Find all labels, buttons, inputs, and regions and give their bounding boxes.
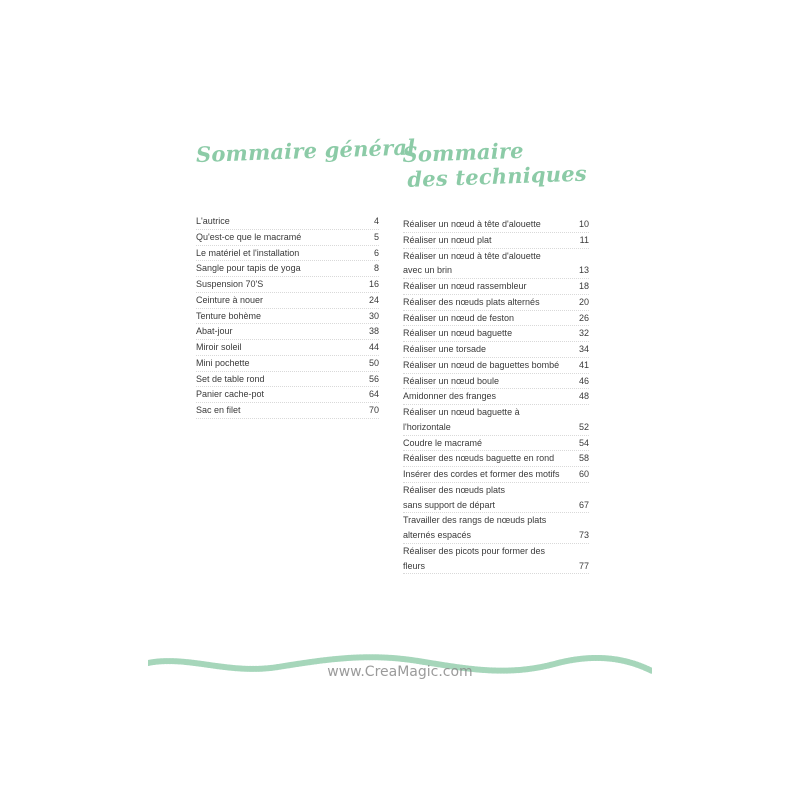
toc-entry-title-line: Réaliser des nœuds plats: [403, 484, 506, 495]
toc-entry-title-line: Réaliser des nœuds plats alternés: [403, 296, 540, 307]
toc-entry-title-line: Amidonner des franges: [403, 391, 497, 402]
toc-entry-title: [403, 358, 575, 373]
toc-entry: [403, 374, 589, 390]
toc-entry-title-line: Réaliser un nœud plat: [403, 234, 492, 245]
toc-entry-title-line: Réaliser un nœud rassembleur: [403, 281, 527, 291]
toc-entry: [196, 309, 379, 325]
toc-entry-title-line: Réaliser un nœud baguette à l'horizontale: [403, 407, 520, 432]
toc-entry-page: 38: [368, 326, 379, 337]
toc-entry: [196, 403, 379, 419]
toc-entry-title: [403, 311, 575, 326]
toc-entry-page: 41: [578, 359, 589, 370]
toc-entry: [403, 342, 589, 358]
toc-entry-page: 4: [373, 216, 379, 226]
toc-entry-title: [403, 326, 575, 341]
toc-entry-title: Mini pochette: [196, 357, 250, 368]
toc-entry-title: Ceinture à nouer: [196, 294, 264, 305]
toc-entry-page: 44: [368, 342, 379, 352]
toc-entry: [196, 340, 379, 356]
toc-entry-title-line: Réaliser des nœuds baguette en rond: [403, 453, 555, 464]
toc-entry: [403, 326, 589, 342]
toc-entry-page: 73: [578, 530, 589, 540]
watermark-text: www.CreaMagic.com: [327, 664, 473, 680]
toc-entry-page: 11: [579, 234, 589, 245]
toc-entry-page: 32: [578, 328, 589, 339]
toc-entry: [196, 387, 379, 403]
toc-entry-page: 64: [368, 389, 379, 400]
techniques-toc-list: [403, 217, 589, 574]
toc-entry-page: 46: [578, 375, 589, 386]
toc-entry-title: [403, 451, 575, 466]
toc-entry-title-line: Réaliser un nœud à tête d'alouette: [403, 250, 541, 261]
toc-entry-title: [403, 233, 575, 248]
toc-entry-title: Le matériel et l'installation: [196, 247, 300, 258]
toc-entry-page: 54: [578, 437, 589, 448]
toc-entry-title: [403, 389, 575, 404]
toc-entry: [196, 356, 379, 372]
toc-entry: [196, 214, 379, 230]
toc-entry-page: 5: [373, 231, 379, 242]
toc-entry: [403, 295, 589, 311]
toc-entry: [196, 293, 379, 309]
toc-entry-title: [403, 374, 575, 389]
toc-entry: [196, 261, 379, 277]
toc-entry: [403, 467, 589, 483]
toc-entry: [403, 358, 589, 374]
general-toc-list: [196, 214, 379, 419]
toc-entry-title: [403, 544, 575, 574]
toc-entry: [403, 451, 589, 467]
toc-entry-page: 58: [578, 453, 589, 464]
toc-entry-title-line: Réaliser une torsade: [403, 344, 487, 354]
toc-entry-title: Panier cache-pot: [196, 389, 265, 400]
toc-entry-title: Sangle pour tapis de yoga: [196, 263, 301, 274]
toc-entry-title: [403, 513, 575, 543]
toc-entry-title-line: Réaliser un nœud de feston: [403, 312, 515, 323]
toc-entry: [403, 217, 589, 233]
toc-entry-page: 70: [368, 405, 379, 415]
toc-entry-page: 24: [368, 294, 379, 305]
toc-entry-title: Tenture bohème: [196, 310, 262, 321]
techniques-title-line1: Sommaire: [402, 137, 525, 168]
toc-entry: [403, 249, 589, 280]
toc-entry: [403, 389, 589, 405]
toc-entry-page: 34: [578, 344, 589, 354]
techniques-toc-title: [402, 137, 587, 192]
toc-entry-page: 50: [368, 357, 379, 368]
general-toc-title: Sommaire général: [195, 134, 416, 167]
toc-entry-title: [403, 217, 575, 232]
toc-entry-title-line: Insérer des cordes et former des motifs: [403, 469, 560, 479]
toc-entry: [403, 233, 589, 249]
toc-entry-title: Suspension 70'S: [196, 279, 264, 289]
toc-entry-title-line: Réaliser un nœud de baguettes bombé: [403, 359, 560, 370]
toc-entry-title: [403, 436, 575, 451]
toc-entry-page: 20: [578, 296, 589, 307]
toc-entry-page: 67: [578, 499, 589, 510]
toc-entry-page: 18: [578, 281, 589, 291]
toc-entry: [196, 324, 379, 340]
toc-entry-page: 13: [578, 265, 589, 276]
toc-entry-title-line: Réaliser un nœud à tête d'alouette: [403, 219, 541, 229]
toc-entry: [196, 246, 379, 262]
toc-entry-title: L'autrice: [196, 216, 230, 226]
toc-entry-page: 77: [578, 560, 589, 571]
toc-entry-title: Set de table rond: [196, 373, 265, 384]
toc-entry-title: [403, 483, 575, 513]
toc-entry: [403, 436, 589, 452]
toc-entry-page: 6: [373, 247, 379, 258]
toc-entry: [196, 230, 379, 246]
toc-entry-title-line: Coudre le macramé: [403, 437, 483, 448]
toc-entry: [403, 483, 589, 514]
techniques-title-line2: des techniques: [406, 160, 588, 192]
toc-entry-title: [403, 405, 575, 435]
toc-entry: [196, 277, 379, 293]
toc-entry-title-line: Réaliser un nœud baguette: [403, 328, 513, 339]
toc-entry-page: 60: [578, 469, 589, 479]
toc-entry-title: [403, 279, 575, 294]
toc-entry-title: Abat-jour: [196, 326, 233, 337]
toc-entry: [403, 513, 589, 544]
toc-entry-page: 56: [368, 373, 379, 384]
toc-entry-page: 52: [578, 421, 589, 432]
toc-entry-title: [403, 249, 575, 279]
toc-entry-page: 8: [373, 263, 379, 274]
toc-entry: [403, 405, 589, 436]
toc-entry: [403, 311, 589, 327]
toc-entry-page: 16: [368, 279, 379, 289]
toc-entry: [403, 279, 589, 295]
toc-entry-page: 30: [368, 310, 379, 321]
toc-entry-title: [403, 295, 575, 310]
toc-entry-title-line: avec un brin: [403, 265, 453, 276]
toc-entry-title: Qu'est-ce que le macramé: [196, 231, 302, 242]
toc-entry-page: 10: [578, 219, 589, 229]
toc-entry-title-line: sans support de départ: [403, 499, 496, 510]
toc-entry-title-line: Réaliser des picots pour former des fleurs: [403, 545, 546, 571]
toc-entry-title-line: Travailler des rangs de nœuds plats: [403, 515, 547, 526]
toc-entry-title: Sac en filet: [196, 405, 241, 415]
toc-entry-page: 26: [578, 312, 589, 323]
toc-entry-page: 48: [578, 391, 589, 402]
toc-entry-title: [403, 467, 575, 482]
toc-entry: [196, 372, 379, 388]
toc-entry-title: [403, 342, 575, 357]
toc-entry-title-line: Réaliser un nœud boule: [403, 375, 500, 386]
toc-entry-title: Miroir soleil: [196, 342, 242, 352]
toc-entry-title-line: alternés espacés: [403, 530, 472, 540]
toc-entry: [403, 544, 589, 575]
